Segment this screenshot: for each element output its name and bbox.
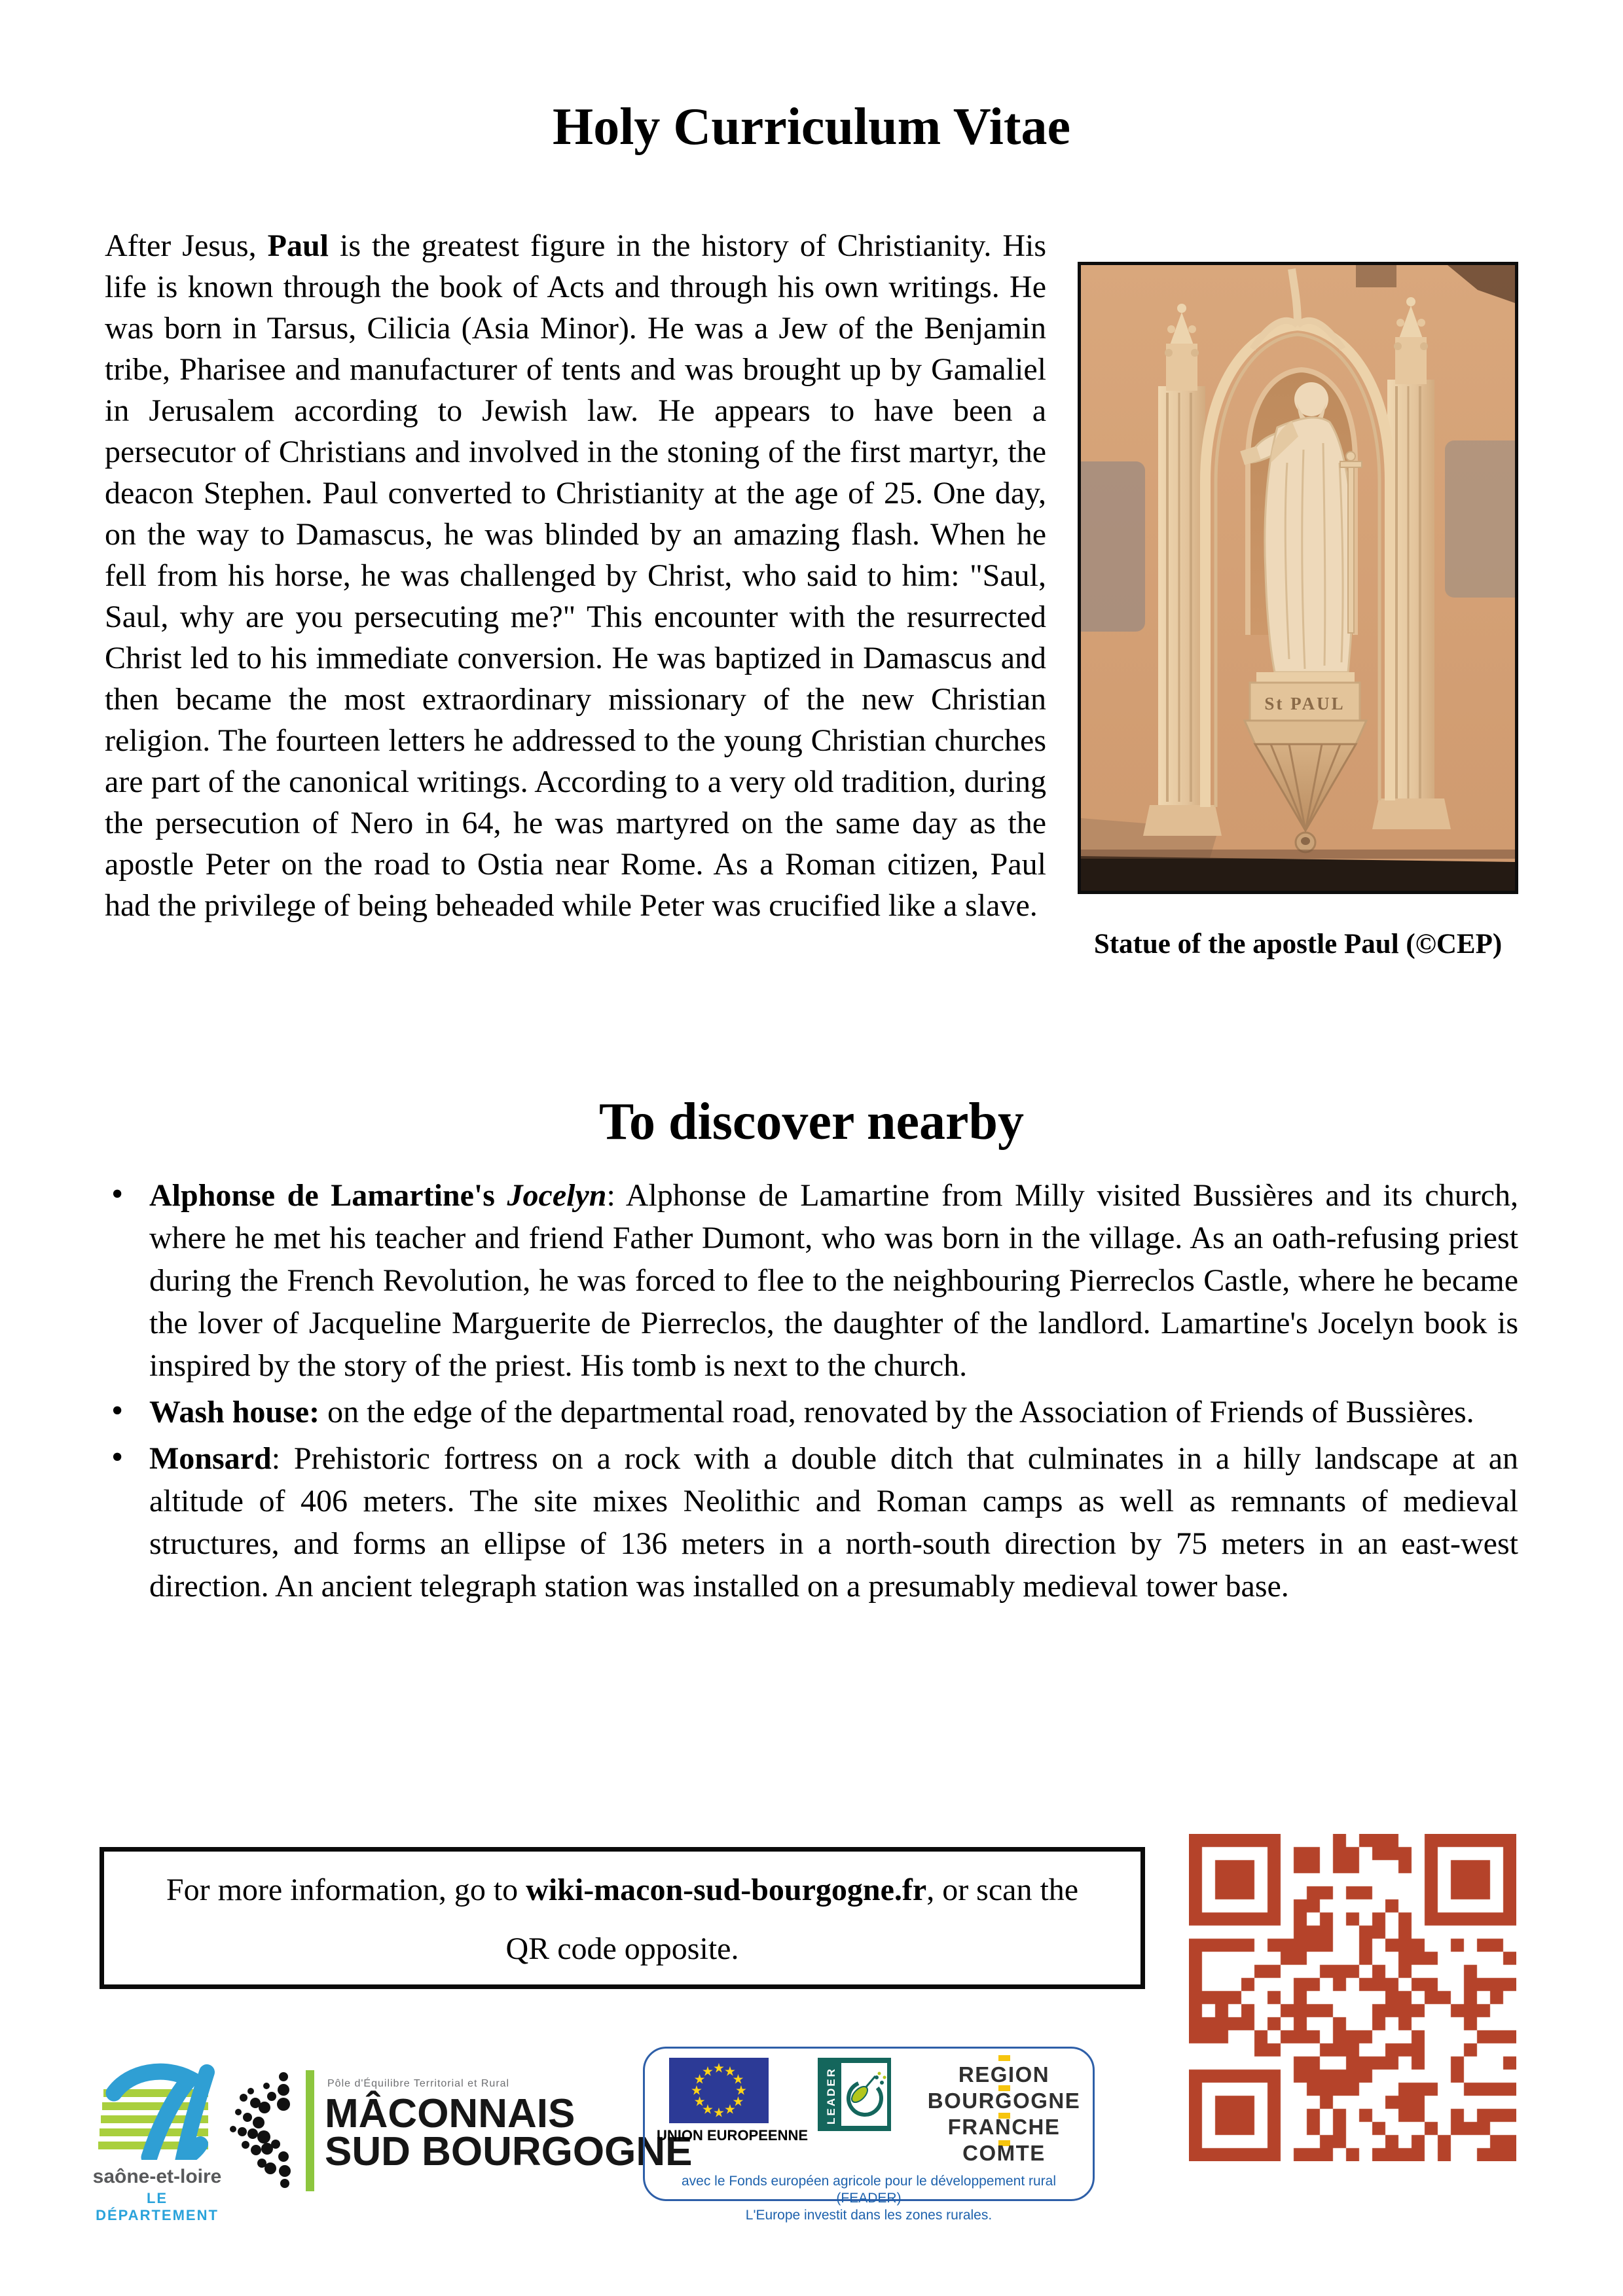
maconnais-line1: MÂCONNAIS [325,2091,575,2136]
maconnais-green-bar [306,2070,314,2191]
list-item-jocelyn [105,1174,1518,1387]
region-accent-dash [998,2055,1010,2061]
pedestal-inscription: St PAUL [1264,694,1345,713]
bullet-marker: • [111,1439,124,1476]
statue-figure [1078,262,1518,1093]
eu-star-icon: ★ [713,2061,725,2076]
feader-text [657,2173,1081,2224]
saone-name: saône-et-loire [92,2166,222,2187]
eu-flag-block [657,2058,809,2144]
page-title: Holy Curriculum Vitae [552,98,1071,156]
eu-star-icon: ★ [732,2094,744,2109]
statue-photo [1078,262,1518,894]
maconnais-sud-bourgogne-logo [226,2070,692,2191]
intro-section [105,225,1518,960]
saone-71-icon [92,2062,223,2160]
feader-line1: avec le Fonds européen agricole pour le développement rural (FEADER) [681,2174,1057,2206]
list-item-monsard [105,1437,1518,1607]
maconnais-text-block [325,2070,693,2174]
eu-star-icon: ★ [724,2064,736,2079]
statue-illustration [1081,265,1515,891]
eu-star-icon: ★ [735,2083,747,2098]
leader-logo-icon [818,2058,891,2131]
maconnais-dots-icon [226,2070,298,2191]
eu-funding-box [643,2047,1095,2223]
nearby-list [105,1174,1518,1607]
eu-star-icon: ★ [691,2083,702,2098]
region-line: COMTE [962,2141,1046,2165]
leader-label: LEADER [824,2067,837,2125]
eu-star-icon: ★ [693,2072,706,2087]
feader-line2: L'Europe investit dans les zones rurales. [745,2208,993,2223]
eu-logos-row [657,2058,1081,2166]
eu-star-icon: ★ [713,2106,725,2121]
eu-label: UNION EUROPEENNE [657,2127,809,2144]
region-line: BOURGOGNE [927,2089,1081,2113]
bullet-marker: • [111,1175,124,1213]
maconnais-tagline: Pôle d'Équilibre Territorial et Rural [327,2078,510,2089]
list-item-text: Monsard: Prehistoric fortress on a rock with a double ditch that culminates in a hilly landscape at an altitude of 406 meters. The site mixes Neolithic and Roman camps as well as remnants of medieval structures, and forms an ellipse of 136 meters in a north-south direction by 75 meters in an east-west direction. An ancient telegraph station was installed on a presumably medieval tower base. [149,1441,1518,1604]
maconnais-line2: SUD BOURGOGNE [325,2129,693,2174]
eu-star-icon: ★ [693,2094,706,2109]
region-line: FRANCHE [947,2115,1061,2139]
eu-star-icon: ★ [724,2102,736,2117]
photo-bottom-shadow [1081,850,1515,891]
list-item-text: Alphonse de Lamartine's Jocelyn: Alphonse de Lamartine from Milly visited Bussières and its church, where he met his teacher and friend Father Dumont, who was born in the village. As an oath-refusing priest during the French Revolution, he was forced to flee to the neighbouring Pierreclos Castle, where he became the lover of Jacqueline Marguerite de Pierreclos, the daughter of the landlord. Lamartine's Jocelyn book is inspired by the story of the priest. His tomb is next to the church. [149,1178,1519,1383]
region-line: REGION [958,2062,1050,2087]
eu-flag-icon [669,2058,769,2123]
eu-star-icon: ★ [702,2102,714,2117]
region-bfc-logo [927,2058,1081,2166]
figure-caption: Statue of the apostle Paul (©CEP) [1093,929,1503,960]
eu-star-icon: ★ [732,2072,744,2087]
info-box-text: For more information, go to wiki-macon-sud-bourgogne.fr, or scan the QR code opposite. [166,1873,1079,1966]
saone-departement: LE DÉPARTEMENT [96,2190,219,2223]
saone-et-loire-logo [92,2062,223,2224]
section-title-nearby: To discover nearby [599,1093,1024,1151]
intro-paragraph: After Jesus, Paul is the greatest figure in the history of Christianity. His life is known through the book of Acts and through his own writings. He was born in Tarsus, Cilicia (Asia Minor). He was a Jew of the Benjamin tribe, Pharisee and manufacturer of tents and was brought up by Gamaliel in Jerusalem according to Jewish law. He appears to have been a persecutor of Christians and involved in the stoning of the first martyr, the deacon Stephen. Paul converted to Christianity at the age of 25. One day, on the way to Damascus, he was blinded by an amazing flash. When he fell from his horse, he was challenged by Christ, who said to him: "Saul, Saul, why are you persecuting me?" This encounter with the resurrected Christ led to his immediate conversion. He was baptized in Damascus and then became the most extraordinary missionary of the new Christian religion. The fourteen letters he addressed to the young Christian churches are part of the canonical writings. According to a very old tradition, during the persecution of Nero in 64, he was martyred on the same day as the apostle Peter on the road to Ostia near Rome. As a Roman citizen, Paul had the privilege of being beheaded while Peter was crucified like a slave. [105,228,1046,923]
list-item-text: Wash house: on the edge of the departmental road, renovated by the Association of Friends of Bussières. [149,1395,1474,1429]
more-information-box [100,1847,1145,1989]
qr-code [1189,1834,1516,2161]
eu-star-icon: ★ [702,2064,714,2079]
bullet-marker: • [111,1392,124,1429]
list-item-wash-house [105,1391,1518,1433]
